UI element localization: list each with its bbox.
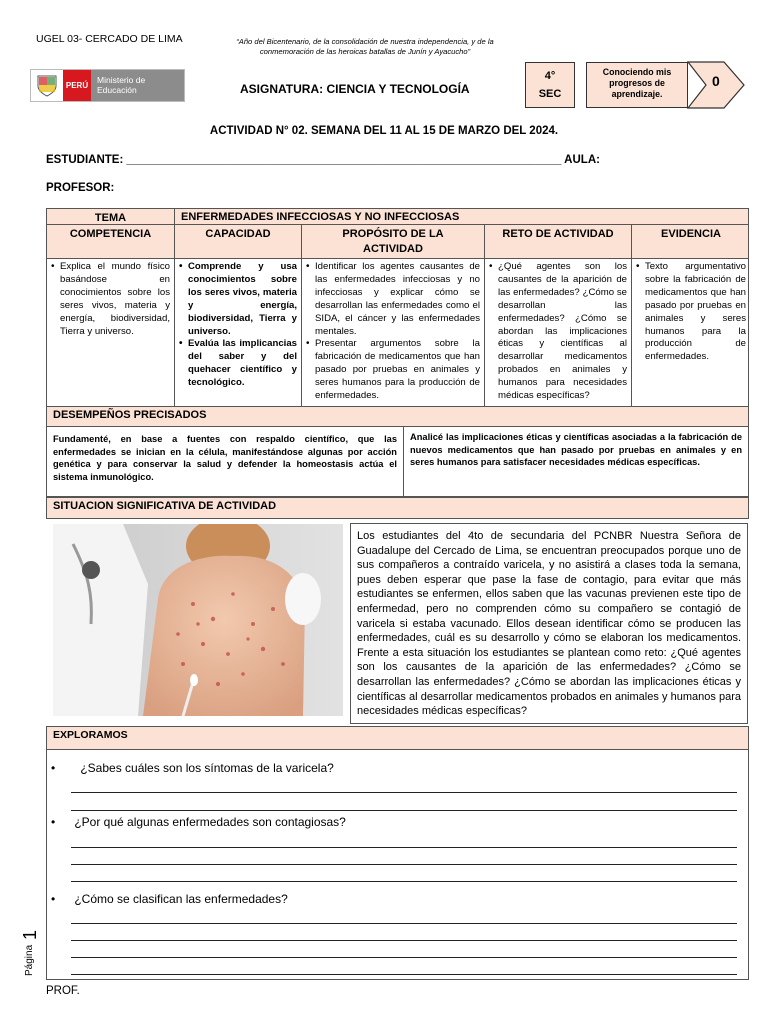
competencia-text: • Explica el mundo físico basándose en conocimientos sobre los seres vivos, materia y energía, biodiversidad, Tierra y universo. xyxy=(51,261,170,338)
answer-line[interactable] xyxy=(71,810,737,811)
exploramos-body xyxy=(46,750,749,980)
capacidad-item: • Comprende y usa conocimientos sobre los seres vivos, materia y energía, biodiversidad, Tierra y universo. xyxy=(179,261,297,338)
reto-cell xyxy=(485,259,632,406)
header-competencia: COMPETENCIA xyxy=(47,225,175,258)
bullet-icon: • xyxy=(51,761,56,775)
planning-table xyxy=(46,208,749,407)
year-motto: “Año del Bicentenario, de la consolidación de nuestra independencia, y de la conmemoración de las heroicas batallas de Junín y Ayacucho” xyxy=(236,37,494,56)
desempenos-title: DESEMPEÑOS PRECISADOS xyxy=(46,407,749,427)
tema-row xyxy=(47,209,748,225)
pagina-label: Página xyxy=(24,944,35,976)
grade-level: SEC xyxy=(538,88,562,100)
header-reto: RETO DE ACTIVIDAD xyxy=(485,225,632,258)
question-text: ¿Por qué algunas enfermedades son contagiosas? xyxy=(74,815,346,829)
ministerio-label: Ministerio de Educación xyxy=(91,70,184,101)
progress-value: 0 xyxy=(712,73,720,89)
question-text: ¿Cómo se clasifican las enfermedades? xyxy=(74,892,288,906)
peru-shield-icon xyxy=(31,70,63,101)
grade-number: 4° xyxy=(544,70,556,82)
prof-label: PROF. xyxy=(46,985,80,997)
situacion-text: Los estudiantes del 4to de secundaria del PCNBR Nuestra Señora de Guadalupe del Cercado de Lima, se encuentran preocupados porque uno de sus compañeros a contraído varicela, y no asistirá a clases toda la semana, pues deben esperar que pase la fase de contagio, para evitar que más estudiantes se enfermen, ellos saben que las vacunas previenen este tipo de enfermedad, pero no comprenden cómo su compañero se contagió de varicela si estaba vacunado. Ellos desean identificar cómo se producen las enfermedades, cuál es su desarrollo y cómo se elaboran los medicamentos. Frente a esta situación los estudiantes se plantean como reto: ¿Qué agentes son los causantes de la aparición de las enfermedades? ¿Cómo se desarrollan las enfermedades? ¿Cómo se abordan las implicaciones éticas y científicas al desarrollar medicamentos probados en animales y humanos para necesidades médicas específicas? xyxy=(350,523,748,724)
table-header-row xyxy=(47,225,748,259)
desempeno-right: Analicé las implicaciones éticas y científicas asociadas a la fabricación de nuevos medicamentos que han pasado por pruebas en animales y en seres humanos para satisfacer necesidades médicas específicas. xyxy=(410,432,742,468)
answer-line[interactable] xyxy=(71,923,737,924)
desempenos-body xyxy=(46,427,749,497)
page-number xyxy=(14,930,44,980)
header-capacidad: CAPACIDAD xyxy=(175,225,302,258)
reto-text: • ¿Qué agentes son los causantes de la aparición de las enfermedades? ¿Cómo se desarrollan las enfermedades? ¿Cómo se abordan las implicaciones éticas y científicas al desarrollar medicamentos probados en animales y humanos para necesidades médicas específicas? xyxy=(489,261,627,403)
answer-line[interactable] xyxy=(71,847,737,848)
question-item xyxy=(51,815,346,829)
table-body-row xyxy=(47,259,748,406)
evidencia-cell xyxy=(632,259,750,406)
proposito-item: • Identificar los agentes causantes de las enfermedades infecciosas y no infecciosas y explicar cómo se desarrollan las enfermedades como el SIDA, el cáncer y las enfermedades mentales. xyxy=(306,261,480,338)
student-line: ESTUDIANTE: ____________________________________________________________________ AULA: xyxy=(46,154,600,166)
question-item xyxy=(51,892,288,906)
question-item xyxy=(51,761,334,775)
activity-title: ACTIVIDAD N° 02. SEMANA DEL 11 AL 15 DE MARZO DEL 2024. xyxy=(209,125,559,137)
answer-line[interactable] xyxy=(71,881,737,882)
proposito-item: • Presentar argumentos sobre la fabricación de medicamentos que han pasado por pruebas en animales y seres humanos para la producción de enfermedades. xyxy=(306,338,480,403)
capacidad-cell xyxy=(175,259,302,406)
proposito-cell xyxy=(302,259,485,406)
bullet-icon: • xyxy=(51,892,56,906)
profesor-label: PROFESOR: xyxy=(46,182,115,194)
progress-box: Conociendo mis progresos de aprendizaje. xyxy=(586,62,688,108)
answer-line[interactable] xyxy=(71,940,737,941)
desempeno-left: Fundamenté, en base a fuentes con respaldo científico, que las enfermedades se inician en la célula, manifestándose algunas por acción genética y para conservar la salud y defender la homeostasis actúa el sistema inmunológico. xyxy=(47,427,404,496)
question-text: ¿Sabes cuáles son los síntomas de la varicela? xyxy=(80,761,334,775)
peru-label: PERÚ xyxy=(63,70,91,101)
answer-line[interactable] xyxy=(71,792,737,793)
header-proposito: PROPÓSITO DE LA ACTIVIDAD xyxy=(302,225,485,258)
pagina-number: 1 xyxy=(20,930,40,940)
evidencia-text: • Texto argumentativo sobre la fabricación de medicamentos que han pasado por pruebas en animales y seres humanos para la producción de enfermedades. xyxy=(636,261,746,364)
tema-label: TEMA xyxy=(47,209,175,224)
grade-box xyxy=(525,62,575,108)
answer-line[interactable] xyxy=(71,864,737,865)
answer-line[interactable] xyxy=(71,974,737,975)
capacidad-item: • Evalúa las implicancias del saber y del quehacer científico y tecnológico. xyxy=(179,338,297,390)
asignatura-title: ASIGNATURA: CIENCIA Y TECNOLOGÍA xyxy=(240,82,470,96)
situacion-title: SITUACION SIGNIFICATIVA DE ACTIVIDAD xyxy=(46,497,749,519)
varicela-child-photo xyxy=(53,524,343,716)
header-evidencia: EVIDENCIA xyxy=(661,228,721,240)
tema-value: ENFERMEDADES INFECCIOSAS Y NO INFECCIOSAS xyxy=(181,211,460,223)
answer-line[interactable] xyxy=(71,957,737,958)
minedu-logo xyxy=(30,69,185,102)
competencia-cell xyxy=(47,259,175,406)
bullet-icon: • xyxy=(51,815,56,829)
ugel-label: UGEL 03- CERCADO DE LIMA xyxy=(36,33,183,45)
exploramos-title: EXPLORAMOS xyxy=(46,726,749,750)
